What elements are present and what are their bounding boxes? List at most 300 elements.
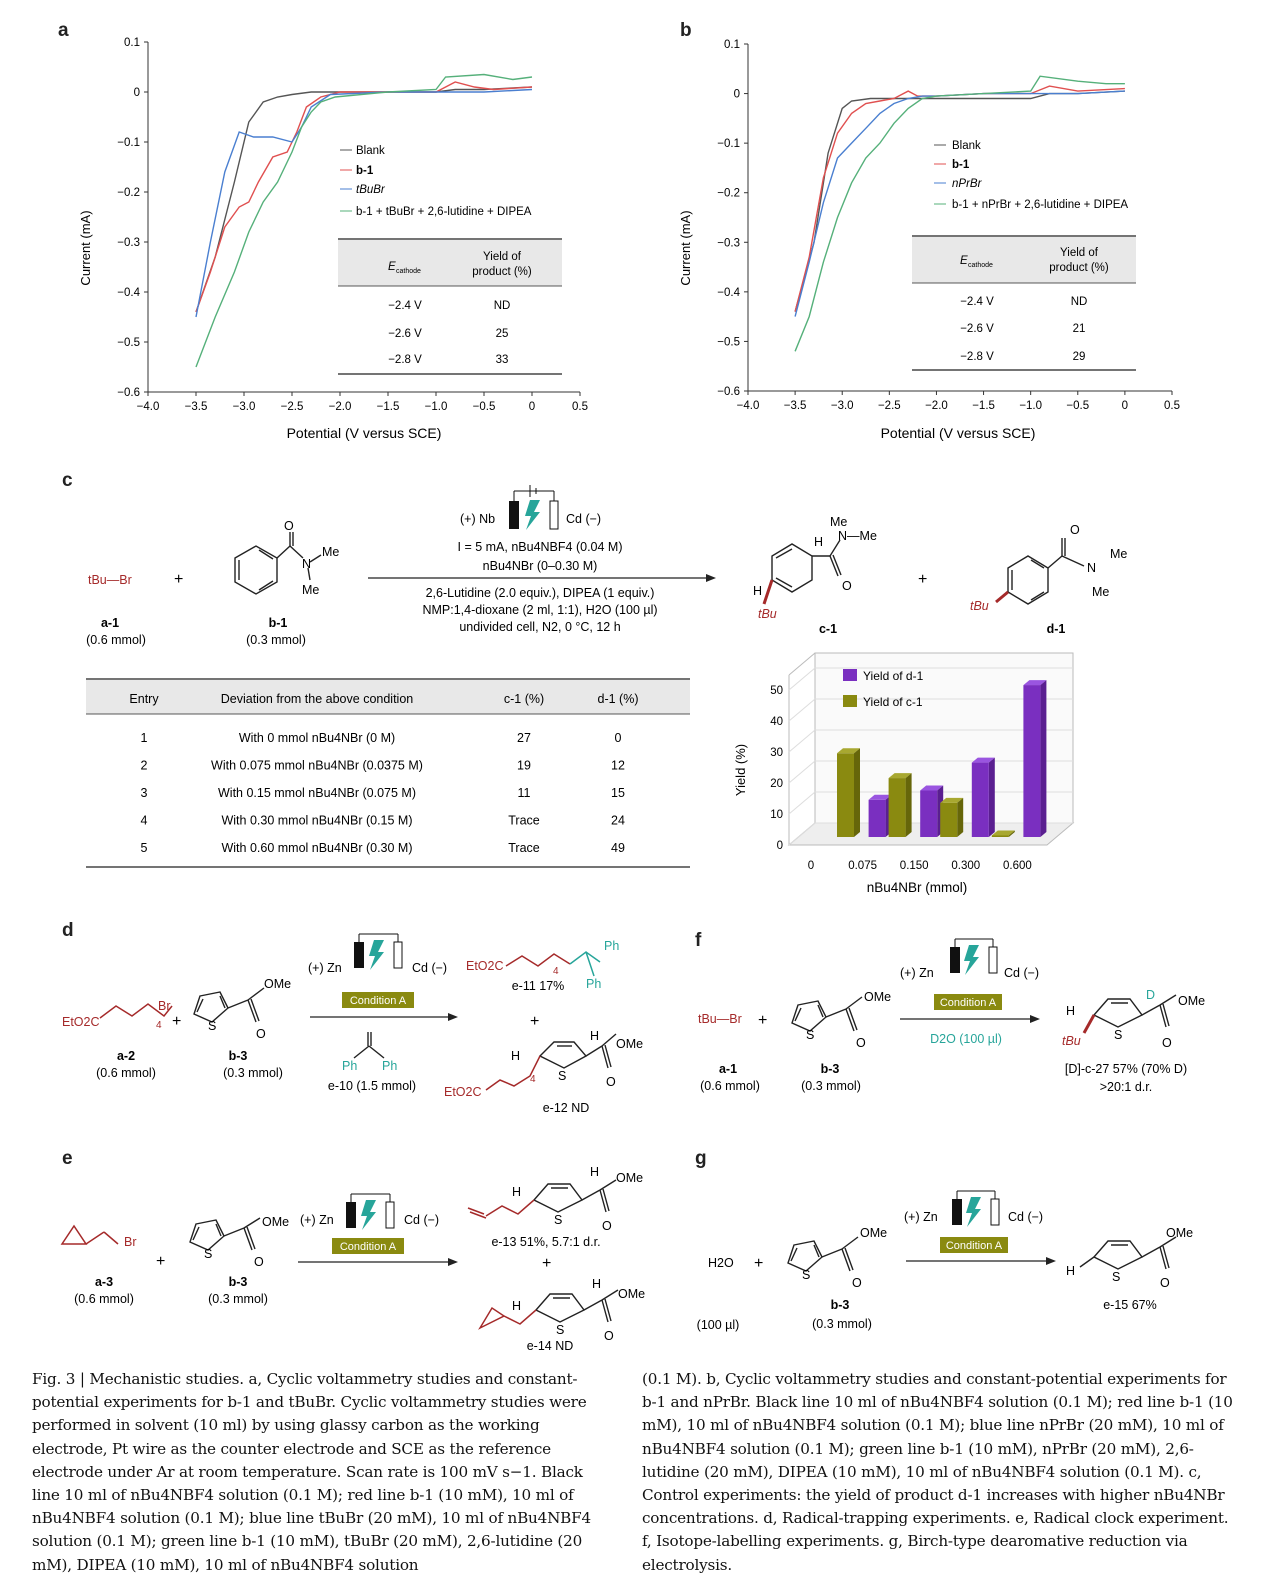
legend-b-nprbr: nPrBr (952, 178, 982, 190)
label-e15: e-15 67% (1103, 1298, 1157, 1312)
atom-b1-me2: Me (302, 583, 320, 597)
bar-0 (869, 800, 886, 837)
plus-c-1: + (174, 571, 184, 588)
bar-x-tick-label: 0.150 (899, 860, 929, 872)
y-tick-label: −0.3 (117, 237, 140, 249)
cond-line1: I = 5 mA, nBu4NBF4 (0.04 M) (457, 540, 623, 554)
y-tick-label: 0 (133, 87, 140, 99)
x-tick-label: −3.0 (232, 401, 256, 413)
g-b3-s: S (802, 1268, 811, 1282)
y-tick-label: −0.4 (717, 286, 740, 299)
table-c-cell: With 0.30 mmol nBu4NBr (0.15 M) (221, 813, 413, 828)
c27-s: S (1114, 1028, 1123, 1042)
g-b3-ome: OMe (860, 1226, 888, 1240)
table-c-cell: 12 (611, 758, 625, 773)
x-tick-label: −1.5 (376, 401, 400, 413)
cond-cathode: Cd (−) (566, 512, 602, 526)
table-b-r3c1: −2.8 V (960, 351, 994, 363)
atom-c1-h: H (814, 535, 824, 549)
x-tick-label: −1.0 (424, 401, 448, 413)
table-b-r1c2: ND (1070, 296, 1088, 308)
table-c-header-deviation: Deviation from the above condition (220, 692, 414, 706)
cond-f-zn: (+) Zn (900, 966, 934, 980)
cv-b-yield-table (912, 236, 1136, 370)
structure-b3-g (788, 1237, 858, 1271)
g-h2o: H2O (708, 1256, 734, 1270)
bar-side-0 (989, 758, 995, 837)
amount-a1: (0.6 mmol) (86, 633, 146, 647)
bar-1 (889, 778, 906, 837)
label-e10: e-10 (1.5 mmol) (327, 1079, 417, 1093)
condition-a-badge-e: Condition A (339, 1241, 397, 1253)
panel-label-e: e (62, 1148, 73, 1169)
structure-e13-chain (468, 1200, 534, 1218)
label-c27: [D]-c-27 57% (70% D) (1064, 1062, 1188, 1076)
amount-b1: (0.3 mmol) (246, 633, 306, 647)
structure-e14-chain (480, 1308, 536, 1328)
bar-0 (972, 763, 989, 837)
bar-x-tick-label: 0.600 (1003, 860, 1032, 872)
table-c-cell: Trace (508, 813, 540, 828)
table-c-rows (141, 731, 625, 855)
figure-caption-left: Fig. 3 | Mechanistic studies. a, Cyclic voltammetry studies and constant-potential experiments for b-1 and tBuBr. Cyclic voltammetry studies were performed in solvent (10 ml) by using glassy carbon as the working electrode, Pt wire as the counter electrode and SCE as the reference electrode under Ar at room temperature. Scan rate is 100 mV s−1. Black line 10 ml of nBu4NBF4 solution (0.1 M); red line b-1 (10 mM), 10 ml of nBu4NBF4 solution (0.1 M); blue line tBuBr (20 mM), 10 ml of nBu4NBF4 solution (0.1 M); green line b-1 (10 mM), tBuBr (20 mM), 2,6-lutidine (20 mM), DIPEA (10 mM), 10 ml of nBu4NBF4 solution (32, 1370, 591, 1574)
e11-sub4: 4 (553, 966, 559, 977)
c27-o: O (1162, 1036, 1172, 1050)
figure-caption-right: (0.1 M). b, Cyclic voltammetry studies and constant-potential experiments for b-1 and nPrBr. Black line 10 ml of nBu4NBF4 solution (0.1 M); red line b-1 (10 mM), 10 ml of nBu4NBF4 solution (0.1 M); blue line nPrBr (20 mM), 10 ml of nBu4NBF4 solution (0.1 M); green line b-1 (10 mM), nPrBr (20 mM), 2,6-lutidine (20 mM), DIPEA (10 mM), 10 ml of nBu4NBF4 solution (0.1 M). c, Control experiments: the yield of product d-1 increases with higher nBu4NBr concentrations. d, Radical-trapping experiments. e, Radical clock experiment. f, Isotope-labelling experiments. g, Birch-type dearomative reduction via electrolysis. (642, 1370, 1233, 1574)
c27-h: H (1066, 1004, 1076, 1018)
e14-h2: H (592, 1277, 602, 1291)
reagent-tbubr: tBu—Br (88, 573, 132, 587)
structure-b3-e (190, 1218, 260, 1250)
e12-h1: H (511, 1049, 521, 1063)
plus-c-2: + (918, 571, 928, 588)
table-c-header-c1: c-1 (%) (503, 692, 545, 706)
e-b3-s: S (204, 1247, 213, 1261)
cv-a-yield-table (338, 239, 562, 374)
legend-b-b1: b-1 (952, 159, 970, 171)
x-tick-label: 0 (1121, 400, 1129, 412)
label-e11: e-11 17% (511, 979, 565, 993)
cell-icon-g (952, 1191, 999, 1227)
bar-gridline (789, 792, 815, 814)
g-h2o-amt: (100 µl) (696, 1318, 740, 1332)
cv-a-series (196, 75, 532, 368)
x-tick-label: −4.0 (136, 401, 160, 413)
control-table (84, 678, 694, 874)
scheme-g (690, 1175, 1250, 1345)
f-b3-ome: OMe (864, 990, 892, 1004)
atom-d1-n: N (1087, 561, 1097, 575)
y-tick-label: −0.5 (717, 336, 740, 349)
table-c-cell: 5 (140, 841, 148, 855)
plus-f: + (758, 1012, 768, 1029)
cv-b-xticks (737, 391, 1180, 412)
bar-chart-yticks (770, 685, 783, 852)
table-a-h1: E (388, 261, 396, 273)
f-b3-o: O (856, 1036, 866, 1050)
plus-e: + (156, 1253, 166, 1270)
table-a-h1sub: cathode (396, 268, 421, 275)
condition-a-badge-d: Condition A (349, 995, 407, 1007)
table-c-cell: With 0.60 mmol nBu4NBr (0.30 M) (221, 841, 413, 855)
structure-b3-d (194, 988, 264, 1022)
bar-side-1 (957, 798, 963, 837)
bar-y-tick-label: 20 (770, 778, 783, 790)
structure-e12 (540, 1034, 616, 1068)
structure-e14 (536, 1290, 618, 1322)
plus-g: + (754, 1255, 764, 1272)
bar-legend-d1: Yield of d-1 (863, 669, 924, 683)
electrolysis-cell-icon (509, 485, 558, 530)
c27-ome: OMe (1178, 994, 1206, 1008)
condition-a-badge-f: Condition A (939, 997, 997, 1009)
y-tick-label: −0.4 (117, 287, 140, 299)
e10-ph2: Ph (382, 1059, 398, 1073)
table-c-cell: Trace (508, 841, 540, 855)
e12-o: O (606, 1075, 616, 1089)
condition-a-badge-g: Condition A (945, 1240, 1003, 1252)
table-a-h2b: product (%) (472, 266, 532, 278)
table-b-h2a: Yield of (1060, 247, 1098, 259)
table-c-cell: With 0.075 mmol nBu4NBr (0.0375 M) (211, 758, 423, 773)
cond-d-cd: Cd (−) (412, 961, 448, 975)
x-tick-label: −3.0 (830, 400, 854, 412)
g-b3-o: O (852, 1276, 862, 1290)
label-a2: a-2 (116, 1049, 136, 1063)
bar-legend-c1: Yield of c-1 (863, 695, 923, 709)
amount-a3: (0.6 mmol) (74, 1292, 134, 1306)
b3-o-d: O (256, 1027, 266, 1041)
table-a-h2a: Yield of (483, 251, 521, 263)
cv-a-legend (340, 145, 532, 218)
amount-b3-f: (0.3 mmol) (801, 1079, 861, 1093)
plus-d: + (172, 1013, 182, 1030)
cond-line4: NMP:1,4-dioxane (2 ml, 1:1), H2O (100 µl) (422, 603, 658, 617)
bar-x-tick-label: 0 (807, 860, 815, 872)
panel-label-g: g (695, 1148, 707, 1169)
cv-series-line-3 (196, 75, 532, 368)
table-c-cell: 1 (140, 731, 148, 745)
atom-c1-h2: H (753, 584, 763, 598)
table-c-cell: 3 (140, 786, 148, 800)
structure-b3-f (792, 997, 862, 1031)
structure-e13 (534, 1180, 616, 1212)
cv-b-yticks (717, 39, 748, 398)
bar-1 (940, 803, 957, 837)
bar-x-tick-label: 0.075 (848, 860, 877, 872)
panel-label-c: c (62, 470, 73, 491)
structure-e11-ph (570, 952, 600, 976)
cv-a-yticks (117, 37, 148, 399)
table-c-header-d1: d-1 (%) (597, 692, 639, 706)
panel-label-d: d (62, 920, 74, 941)
label-a1-f: a-1 (718, 1062, 738, 1076)
cond-f-cd: Cd (−) (1004, 966, 1040, 980)
f-tbubr: tBu—Br (698, 1012, 742, 1026)
e-b3-o: O (254, 1255, 264, 1269)
table-b-h1: E (960, 255, 968, 267)
a3-br: Br (124, 1235, 137, 1249)
bar-chart-xticks (808, 860, 1032, 872)
panel-label-b: b (680, 20, 692, 41)
plus-e-2: + (542, 1255, 552, 1272)
table-c-cell: 2 (140, 758, 148, 773)
bar-chart-xlabel: nBu4NBr (mmol) (866, 880, 968, 895)
cell-icon-d (354, 934, 402, 970)
label-b3-e: b-3 (228, 1275, 248, 1289)
e13-h1: H (512, 1185, 522, 1199)
panel-label-f: f (695, 930, 702, 951)
x-tick-label: −3.5 (184, 401, 208, 413)
cv-b-legend (934, 140, 1128, 211)
table-b-h2b: product (%) (1049, 262, 1109, 274)
e15-h: H (1066, 1264, 1076, 1278)
table-c-cell: 49 (611, 841, 625, 855)
cv-chart-a (70, 30, 630, 450)
bar-1 (837, 753, 854, 837)
table-c-cell: 24 (611, 813, 625, 828)
x-tick-label: −1.5 (972, 400, 995, 412)
y-tick-label: −0.6 (117, 387, 140, 399)
bar-chart-ylabel: Yield (%) (733, 743, 748, 797)
scheme-f (690, 935, 1250, 1105)
e14-o: O (604, 1329, 614, 1343)
x-tick-label: −2.5 (280, 401, 304, 413)
a2-br: Br (158, 999, 171, 1013)
amount-b3-g: (0.3 mmol) (812, 1317, 872, 1331)
x-tick-label: −0.5 (472, 401, 496, 413)
cond-line5: undivided cell, N2, 0 °C, 12 h (459, 620, 621, 634)
y-tick-label: −0.2 (117, 187, 140, 199)
cond-g-cd: Cd (−) (1008, 1210, 1044, 1224)
table-a-r1c2: ND (493, 300, 511, 312)
bar-side-1 (854, 748, 860, 837)
c27-d: D (1146, 988, 1156, 1002)
cv-series-line-3 (795, 76, 1125, 351)
y-tick-label: 0 (733, 88, 740, 101)
label-e12: e-12 ND (542, 1101, 590, 1115)
table-b-r1c1: −2.4 V (960, 296, 994, 308)
x-tick-label: −2.5 (877, 400, 901, 412)
e12-ester: EtO2C (444, 1085, 482, 1099)
atom-c1-me: Me (830, 515, 848, 529)
bar-gridline (789, 699, 815, 721)
bar-y-tick-label: 30 (770, 747, 783, 759)
bar-y-tick-label: 50 (770, 685, 783, 697)
atom-d1-o: O (1070, 523, 1080, 537)
bar-gridline (789, 730, 815, 752)
y-tick-label: −0.1 (117, 137, 140, 149)
a2-sub4: 4 (156, 1020, 162, 1031)
amount-b3-e: (0.3 mmol) (208, 1292, 268, 1306)
table-a-r2c2: 25 (495, 328, 509, 340)
label-e13: e-13 51%, 5.7:1 d.r. (491, 1235, 601, 1249)
legend-tbubr: tBuBr (356, 184, 385, 196)
table-c-header-entry: Entry (129, 692, 159, 706)
c27-tbu: tBu (1062, 1034, 1081, 1048)
label-c1: c-1 (818, 622, 838, 636)
e11-ester: EtO2C (466, 959, 504, 973)
bar-side-1 (906, 773, 912, 837)
table-c-cell: 15 (611, 786, 625, 800)
structure-c1 (772, 540, 841, 592)
table-b-h1sub: cathode (968, 262, 993, 269)
cv-a-xticks (137, 392, 588, 413)
cond-e-zn: (+) Zn (300, 1213, 334, 1227)
b3-s-d: S (208, 1019, 217, 1033)
b3-ome-d: OMe (264, 977, 292, 991)
label-b3-d: b-3 (228, 1049, 248, 1063)
bar-y-tick-label: 40 (770, 716, 783, 728)
cell-icon-e (346, 1194, 394, 1230)
y-tick-label: 0.1 (124, 37, 140, 49)
a2-esterr: EtO2C (62, 1015, 100, 1029)
table-a-r3c1: −2.8 V (388, 354, 422, 366)
x-tick-label: −4.0 (736, 400, 760, 412)
e14-s: S (556, 1323, 565, 1337)
structure-c27 (1094, 995, 1176, 1027)
x-tick-label: −3.5 (783, 400, 807, 412)
atom-d1-tbu: tBu (970, 599, 989, 613)
legend-b1: b-1 (356, 165, 374, 177)
e12-ome: OMe (616, 1037, 644, 1051)
x-tick-label: −1.0 (1019, 400, 1043, 412)
table-c-cell: 27 (517, 731, 531, 745)
bar-0 (920, 791, 937, 838)
bar-x-tick-label: 0.300 (951, 860, 981, 872)
cv-a-xlabel: Potential (V versus SCE) (286, 425, 442, 441)
structure-e10 (354, 1032, 384, 1058)
label-b1: b-1 (268, 616, 288, 630)
label-a3: a-3 (94, 1275, 114, 1289)
cv-b-ylabel: Current (mA) (678, 210, 693, 286)
e12-h2: H (590, 1029, 600, 1043)
scheme-d (60, 930, 700, 1130)
e-b3-ome: OMe (262, 1215, 290, 1229)
scheme-e (60, 1160, 700, 1360)
atom-b1-o: O (284, 519, 294, 533)
e14-ome: OMe (618, 1287, 646, 1301)
atom-d1-me2: Me (1092, 585, 1110, 599)
e12-s: S (558, 1069, 567, 1083)
atom-c1-nme: N—Me (838, 529, 877, 543)
bar-gridline (789, 761, 815, 783)
table-a-r2c1: −2.6 V (388, 328, 422, 340)
e11-ph1: Ph (604, 939, 620, 953)
x-tick-label: −2.0 (925, 400, 948, 412)
table-c-cell: 4 (140, 813, 148, 828)
label-b3-g: b-3 (830, 1298, 850, 1312)
e14-h1: H (512, 1299, 522, 1313)
legend-blank: Blank (356, 145, 385, 157)
cell-icon-f (950, 939, 997, 975)
bar-1 (992, 835, 1009, 837)
table-b-r2c1: −2.6 V (960, 323, 994, 335)
e13-h2: H (590, 1165, 600, 1179)
amount-a2: (0.6 mmol) (96, 1066, 156, 1080)
atom-c1-o: O (842, 579, 852, 593)
bar-0 (1023, 685, 1040, 837)
label-a1: a-1 (100, 616, 120, 630)
cv-b-axes (748, 44, 1172, 391)
bar-y-tick-label: 0 (776, 840, 783, 852)
x-tick-label: 0.5 (572, 401, 588, 413)
f-d2o: D2O (100 µl) (930, 1032, 1002, 1046)
table-c-cell: With 0 mmol nBu4NBr (0 M) (238, 731, 396, 745)
cond-e-cd: Cd (−) (404, 1213, 440, 1227)
structure-a3 (62, 1226, 118, 1244)
label-b3-f: b-3 (820, 1062, 840, 1076)
cond-d-zn: (+) Zn (308, 961, 342, 975)
atom-c1-tbu: tBu (758, 607, 777, 621)
amount-a1-f: (0.6 mmol) (700, 1079, 760, 1093)
e15-s: S (1112, 1270, 1121, 1284)
e13-o: O (602, 1219, 612, 1233)
label-e14: e-14 ND (526, 1339, 574, 1353)
legend-b-blank: Blank (952, 140, 981, 152)
table-b-r2c2: 21 (1072, 323, 1086, 335)
y-tick-label: −0.3 (717, 237, 740, 250)
y-tick-label: 0.1 (724, 39, 740, 51)
table-a-r3c2: 33 (495, 354, 509, 366)
x-tick-label: −2.0 (328, 401, 352, 413)
y-tick-label: −0.2 (717, 187, 740, 200)
y-tick-label: −0.1 (717, 138, 740, 151)
table-c-cell: 0 (614, 731, 622, 745)
cond-line2: nBu4NBr (0–0.30 M) (482, 559, 598, 573)
x-tick-label: −0.5 (1066, 400, 1090, 412)
bar-side-0 (1040, 680, 1046, 837)
table-c-cell: 11 (517, 786, 531, 800)
cv-a-ylabel: Current (mA) (78, 210, 93, 286)
atom-b1-me1: Me (322, 545, 340, 559)
table-a-r1c1: −2.4 V (388, 300, 422, 312)
cond-line3: 2,6-Lutidine (2.0 equiv.), DIPEA (1 equiv.) (425, 586, 655, 600)
arrow-head-c (706, 574, 716, 582)
e12-sub4: 4 (530, 1074, 536, 1085)
atom-b1-n: N (302, 557, 312, 571)
e15-ome: OMe (1166, 1226, 1194, 1240)
legend-mix: b-1 + tBuBr + 2,6-lutidine + DIPEA (356, 206, 532, 218)
y-tick-label: −0.6 (717, 386, 740, 398)
amount-b3-d: (0.3 mmol) (223, 1066, 283, 1080)
table-c-cell: With 0.15 mmol nBu4NBr (0.075 M) (218, 786, 416, 800)
cond-anode: (+) Nb (460, 512, 496, 526)
e13-ome: OMe (616, 1171, 644, 1185)
x-tick-label: 0.5 (1164, 400, 1180, 412)
structure-e11-chain (506, 954, 570, 966)
c27-dr: >20:1 d.r. (1099, 1080, 1153, 1094)
x-tick-label: 0 (528, 401, 536, 413)
legend-b-mix: b-1 + nPrBr + 2,6-lutidine + DIPEA (952, 199, 1129, 211)
e15-o: O (1160, 1276, 1170, 1290)
structure-d1 (1008, 538, 1084, 604)
structure-e15 (1080, 1237, 1176, 1269)
e13-s: S (554, 1213, 563, 1227)
table-c-cell: 19 (517, 758, 531, 773)
table-b-r3c2: 29 (1072, 351, 1086, 363)
bar-y-tick-label: 10 (770, 809, 783, 821)
e11-ph2: Ph (586, 977, 602, 991)
f-b3-s: S (806, 1028, 815, 1042)
e10-ph1: Ph (342, 1059, 358, 1073)
bar-chart-c (725, 645, 1095, 905)
cv-b-xlabel: Potential (V versus SCE) (880, 425, 1036, 441)
plus-d-2: + (530, 1013, 540, 1030)
panel-label-a: a (58, 20, 69, 41)
y-tick-label: −0.5 (117, 337, 140, 349)
label-d1: d-1 (1046, 622, 1066, 636)
